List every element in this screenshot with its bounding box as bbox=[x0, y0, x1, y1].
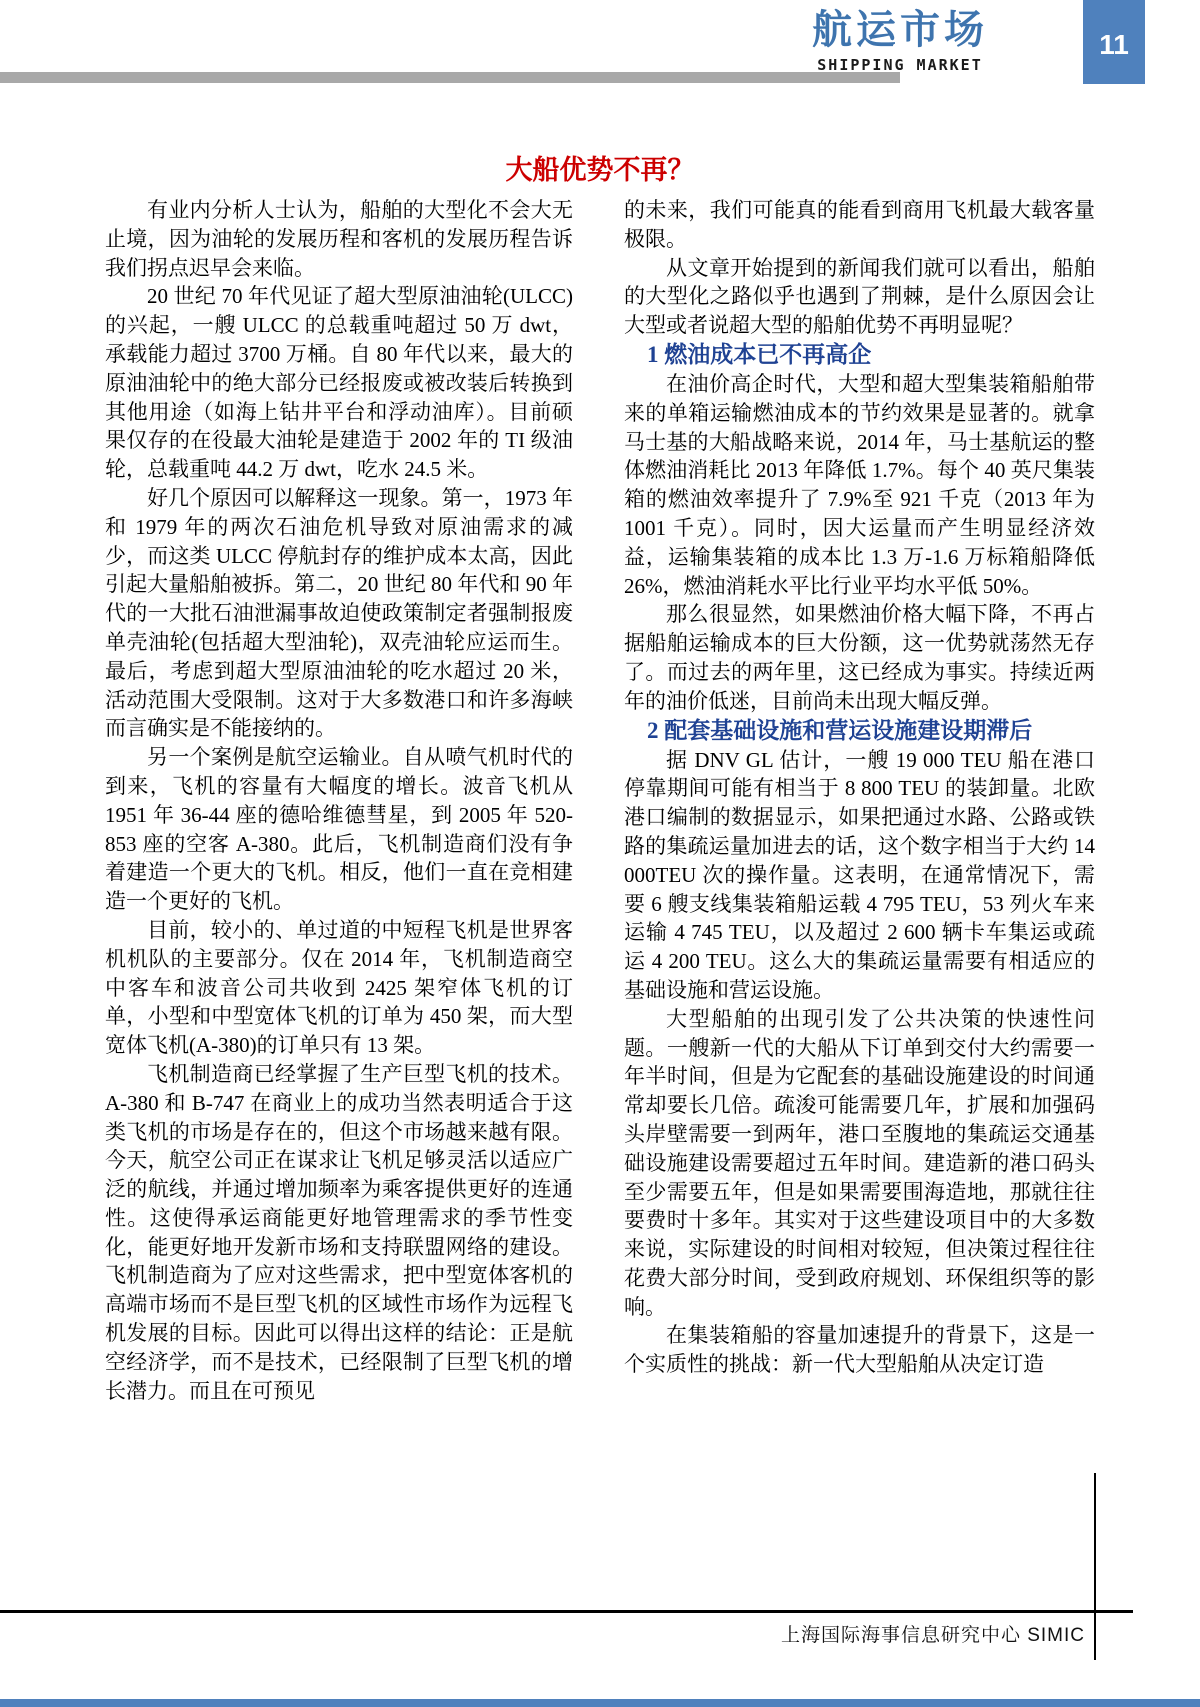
section-heading-1: 1 燃油成本已不再高企 bbox=[647, 341, 872, 367]
section-title-en: SHIPPING MARKET bbox=[817, 56, 983, 74]
paragraph: 据 DNV GL 估计，一艘 19 000 TEU 船在港口停靠期间可能有相当于 8 800 TEU 的装卸量。北欧港口编制的数据显示，如果把通过水路、公路或铁路的集疏运量加进去的话，这个数字相当于大约 14 000TEU 次的操作量。这表明，在通常情况下，需要 6 艘支线集装箱船运载 4 795 TEU，53 列火车来运输 4 745 TEU，以及超过 2 600 辆卡车集运或疏运 4 200 TEU。这么大的集疏运量需要有相适应的基础设施和营运设施。 bbox=[624, 747, 1095, 1002]
page-number-box bbox=[1083, 0, 1145, 84]
article-title: 大船优势不再？ bbox=[505, 155, 695, 185]
paragraph: 那么很显然，如果燃油价格大幅下降，不再占据船舶运输成本的巨大份额，这一优势就荡然无存了。而过去的两年里，这已经成为事实。持续近两年的油价低迷，目前尚未出现大幅反弹。 bbox=[624, 602, 1095, 713]
footer-horizontal-rule bbox=[0, 1610, 1133, 1613]
section-heading-2: 2 配套基础设施和营运设施建设期滞后 bbox=[647, 717, 1033, 743]
right-column bbox=[624, 196, 1095, 1379]
header-gray-bar bbox=[0, 72, 900, 83]
paragraph: 在油价高企时代，大型和超大型集装箱船舶带来的单箱运输燃油成本的节约效果是显著的。就拿马士基的大船战略来说，2014 年，马士基航运的整体燃油消耗比 2013 年降低 1.7%。每个 40 英尺集装箱的燃油效率提升了 7.9%至 921 千克（2013 年为 1001 千克）。同时，因大运量而产生明显经济效益，运输集装箱的成本比 1.3 万-1.6 万标箱船降低 26%，燃油消耗水平比行业平均水平低 50%。 bbox=[624, 371, 1095, 598]
paragraph: 大型船舶的出现引发了公共决策的快速性问题。一艘新一代的大船从下订单到交付大约需要一年半时间，但是为它配套的基础设施建设的时间通常却要长几倍。疏浚可能需要几年，扩展和加强码头岸壁需要一到两年，港口至腹地的集疏运交通基础设施建设需要超过五年时间。建造新的港口码头至少需要五年，但是如果需要围海造地，那就往往要费时十多年。其实对于这些建设项目中的大多数来说，实际建设的时间相对较短，但决策过程往往花费大部分时间，受到政府规划、环保组织等的影响。 bbox=[624, 1006, 1095, 1319]
paragraph: 好几个原因可以解释这一现象。第一，1973 年和 1979 年的两次石油危机导致对原油需求的减少，而这类 ULCC 停航封存的维护成本太高，因此引起大量船舶被拆。第二，20 世纪 80 年代和 90 年代的一大批石油泄漏事故迫使政策制定者强制报废单壳油轮(包括超大型油轮)，双壳油轮应运而生。最后，考虑到超大型原油油轮的吃水超过 20 米，活动范围大受限制。这对于大多数港口和许多海峡而言确实是不能接纳的。 bbox=[105, 485, 573, 741]
paragraph: 另一个案例是航空运输业。自从喷气机时代的到来，飞机的容量有大幅度的增长。波音飞机从 1951 年 36-44 座的德哈维德彗星，到 2005 年 520-853 座的空客 A-380。此后，飞机制造商们没有争着建造一个更大的飞机。相反，他们一直在竞相建造一个更好的飞机。 bbox=[105, 745, 573, 914]
paragraph-continuation: 的未来，我们可能真的能看到商用飞机最大载客量极限。 bbox=[624, 198, 1095, 251]
paragraph: 飞机制造商已经掌握了生产巨型飞机的技术。A-380 和 B-747 在商业上的成功当然表明适合于这类飞机的市场是存在的，但这个市场越来越有限。今天，航空公司正在谋求让飞机足够灵活以适应广泛的航线，并通过增加频率为乘客提供更好的连通性。这使得承运商能更好地管理需求的季节性变化，能更好地开发新市场和支持联盟网络的建设。飞机制造商为了应对这些需求，把中型宽体客机的高端市场而不是巨型飞机的区域性市场作为远程飞机发展的目标。因此可以得出这样的结论：正是航空经济学，而不是技术，已经限制了巨型飞机的增长潜力。而且在可预见 bbox=[105, 1061, 573, 1403]
section-title-cn: 航运市场 bbox=[812, 8, 988, 52]
footer-publisher: 上海国际海事信息研究中心 SIMIC bbox=[780, 1625, 1085, 1646]
paragraph: 有业内分析人士认为，船舶的大型化不会大无止境，因为油轮的发展历程和客机的发展历程告诉我们拐点迟早会来临。 bbox=[105, 198, 573, 280]
footer-vertical-rule bbox=[1094, 1473, 1096, 1660]
paragraph: 20 世纪 70 年代见证了超大型原油油轮(ULCC)的兴起，一艘 ULCC 的总载重吨超过 50 万 dwt，承载能力超过 3700 万桶。自 80 年代以来，最大的原油油轮中的绝大部分已经报废或被改装后转换到其他用途（如海上钻井平台和浮动油库）。目前硕果仅存的在役最大油轮是建造于 2002 年的 TI 级油轮，总载重吨 44.2 万 dwt，吃水 24.5 米。 bbox=[105, 284, 573, 482]
page-number: 11 bbox=[1099, 29, 1129, 60]
left-column bbox=[105, 196, 573, 1405]
paragraph: 在集装箱船的容量加速提升的背景下，这是一个实质性的挑战：新一代大型船舶从决定订造 bbox=[624, 1323, 1095, 1377]
paragraph: 目前，较小的、单过道的中短程飞机是世界客机机队的主要部分。仅在 2014 年，飞机制造商空中客车和波音公司共收到 2425 架窄体飞机的订单，小型和中型宽体飞机的订单为 450 架，而大型宽体飞机(A-380)的订单只有 13 架。 bbox=[105, 917, 573, 1058]
header-section-block bbox=[780, 8, 1020, 74]
paragraph: 从文章开始提到的新闻我们就可以看出，船舶的大型化之路似乎也遇到了荆棘，是什么原因会让大型或者说超大型的船舶优势不再明显呢？ bbox=[624, 255, 1095, 338]
bottom-blue-bar bbox=[0, 1699, 1200, 1707]
